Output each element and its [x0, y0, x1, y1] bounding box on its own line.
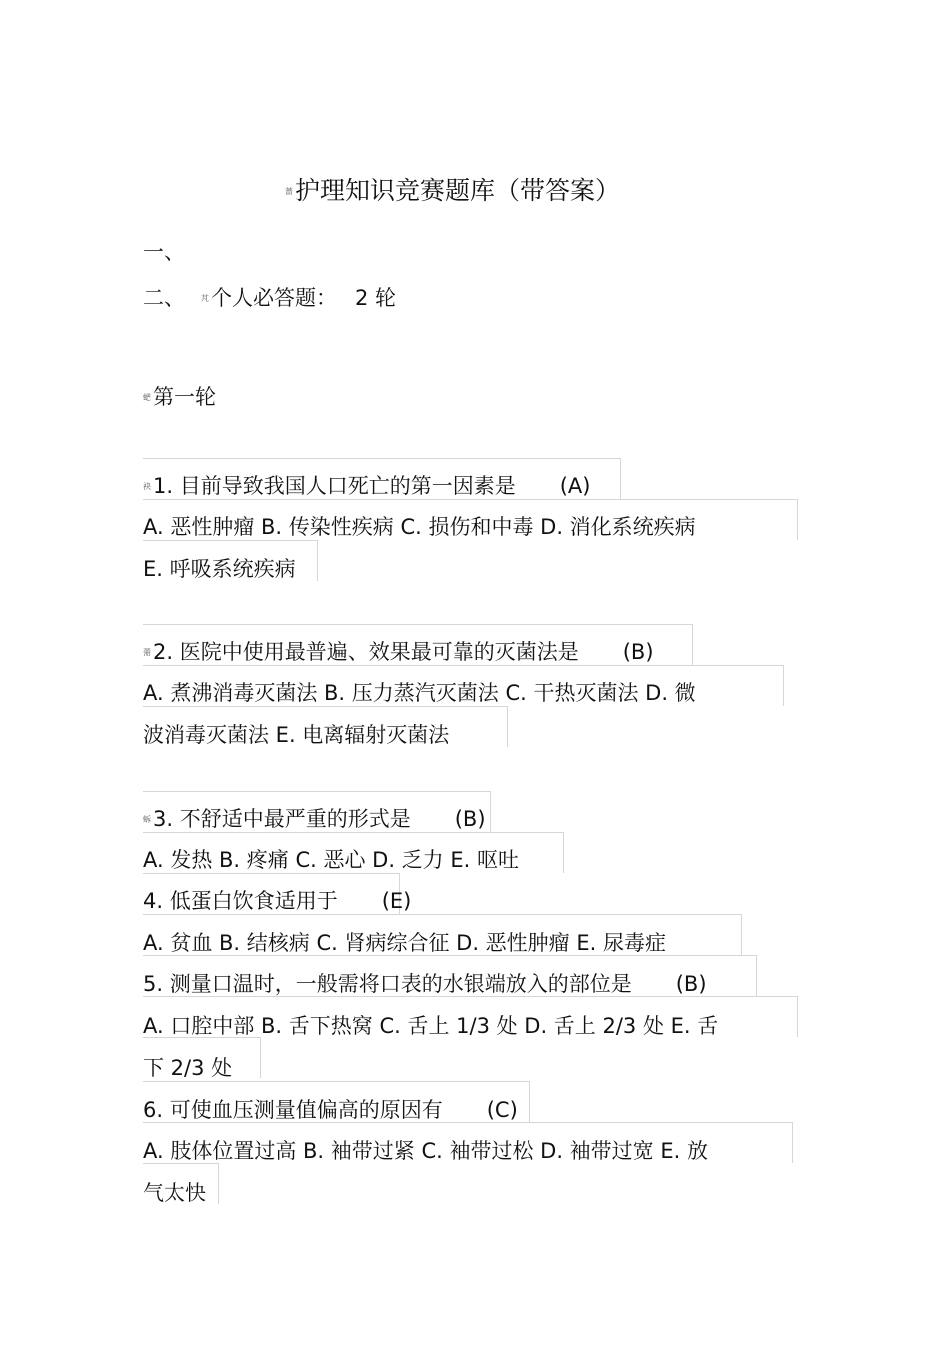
- question-options: A. 煮沸消毒灭菌法 B. 压力蒸汽灭菌法 C. 干热灭菌法 D. 微: [143, 681, 696, 705]
- question-text: 4. 低蛋白饮食适用于: [143, 889, 338, 913]
- question-options: E. 呼吸系统疾病: [143, 557, 296, 581]
- title-text: 护理知识竞赛题库（带答案）: [295, 176, 621, 205]
- title-mark: 蔷: [285, 187, 293, 196]
- question-stem: [143, 805, 486, 834]
- question-options: 气太快: [143, 1181, 206, 1205]
- question-answer: (A): [559, 474, 591, 498]
- question-stem: [143, 1096, 518, 1124]
- question-mark: 薷: [143, 648, 151, 657]
- heading-one: 一、: [143, 240, 185, 264]
- heading-two-number: 二、: [143, 286, 185, 310]
- question-text: 6. 可使血压测量值偏高的原因有: [143, 1098, 443, 1122]
- question-mark: 袂: [143, 482, 151, 491]
- question-stem: [143, 472, 590, 501]
- question-options: 波消毒灭菌法 E. 电离辐射灭菌法: [143, 723, 450, 747]
- question-text: 3. 不舒适中最严重的形式是: [153, 807, 411, 831]
- page-title: [285, 174, 620, 209]
- question-text: 1. 目前导致我国人口死亡的第一因素是: [153, 474, 516, 498]
- question-stem: [143, 970, 707, 998]
- question-mark: 蚸: [143, 815, 151, 824]
- round-title: 第一轮: [153, 385, 216, 409]
- round-mark: 蚆: [143, 393, 151, 402]
- question-options: A. 发热 B. 疼痛 C. 恶心 D. 乏力 E. 呕吐: [143, 848, 519, 872]
- question-options: A. 恶性肿瘤 B. 传染性疾病 C. 损伤和中毒 D. 消化系统疾病: [143, 515, 696, 539]
- question-answer: (B): [675, 972, 707, 996]
- heading-two-text: 个人必答题：: [211, 286, 337, 310]
- question-stem: [143, 638, 654, 667]
- question-options: A. 贫血 B. 结核病 C. 肾病综合征 D. 恶性肿瘤 E. 尿毒症: [143, 931, 666, 955]
- question-answer: (B): [622, 640, 654, 664]
- question-text: 5. 测量口温时，一般需将口表的水银端放入的部位是: [143, 972, 632, 996]
- question-answer: (C): [486, 1098, 518, 1122]
- round-heading: [143, 383, 216, 412]
- question-options: A. 口腔中部 B. 舌下热窝 C. 舌上 1/3 处 D. 舌上 2/3 处 E. 舌: [143, 1014, 719, 1038]
- heading-two: [143, 284, 396, 313]
- question-text: 2. 医院中使用最普遍、效果最可靠的灭菌法是: [153, 640, 579, 664]
- heading-two-mark: 芃: [201, 294, 209, 303]
- heading-two-rounds: 2 轮: [355, 286, 397, 310]
- question-options: A. 肢体位置过高 B. 袖带过紧 C. 袖带过松 D. 袖带过宽 E. 放: [143, 1139, 708, 1163]
- question-answer: (B): [454, 807, 486, 831]
- question-stem: [143, 887, 411, 915]
- question-answer: (E): [381, 889, 412, 913]
- question-options: 下 2/3 处: [143, 1056, 233, 1080]
